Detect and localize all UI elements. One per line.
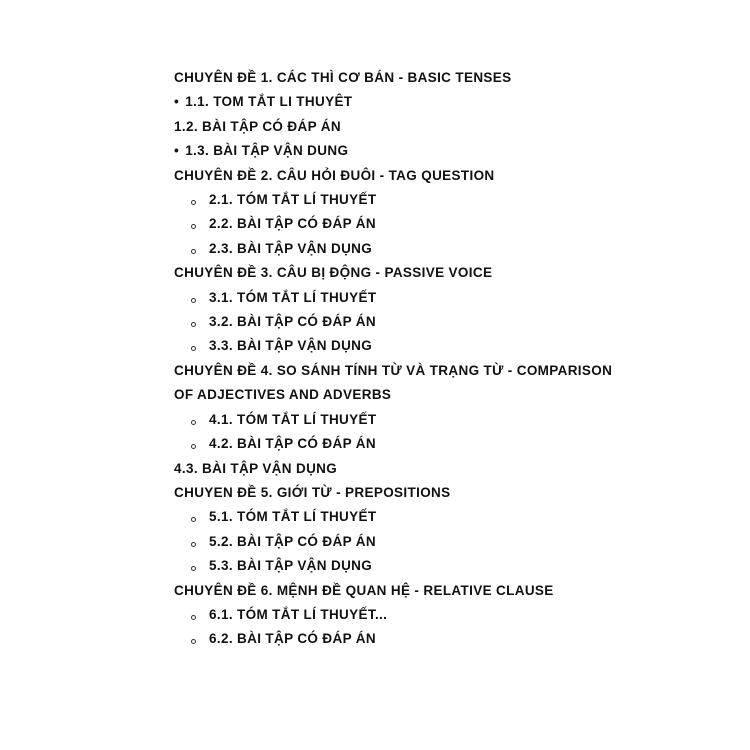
circle-bullet-icon (191, 200, 196, 205)
toc-item-label: 1.3. BÀI TẬP VẬN DUNG (185, 143, 349, 159)
toc-item-4-1 (174, 408, 614, 432)
toc-item-2-2 (174, 212, 614, 236)
circle-bullet-icon (191, 615, 196, 620)
circle-bullet-icon (191, 346, 196, 351)
chapter-5-title: CHUYEN ĐỀ 5. GIỚI TỪ - PREPOSITIONS (174, 484, 451, 500)
toc-item-1-1 (174, 90, 614, 114)
chapter-3-title: CHUYÊN ĐỀ 3. CÂU BỊ ĐỘNG - PASSIVE VOICE (174, 265, 493, 281)
table-of-contents (174, 66, 614, 652)
circle-bullet-icon (191, 224, 196, 229)
toc-item-6-1 (174, 603, 614, 627)
toc-item-label: 2.3. BÀI TẬP VẬN DỤNG (209, 240, 373, 256)
circle-bullet-icon (191, 542, 196, 547)
circle-bullet-icon (191, 444, 196, 449)
toc-item-5-1 (174, 505, 614, 529)
toc-item-3-3 (174, 334, 614, 358)
circle-bullet-icon (191, 298, 196, 303)
chapter-4-title: CHUYÊN ĐỀ 4. SO SÁNH TÍNH TỪ VÀ TRẠNG TỪ - COMPARISON OF ADJECTIVES AND ADVERBS (174, 362, 613, 403)
toc-item-5-3 (174, 554, 614, 578)
toc-item-label: 5.1. TÓM TẮT LÍ THUYẾT (209, 509, 377, 525)
toc-item-5-2 (174, 530, 614, 554)
toc-item-label: 2.1. TÓM TẮT LÍ THUYẾT (209, 192, 377, 208)
toc-item-label: 5.2. BÀI TẬP CÓ ĐÁP ÁN (209, 533, 376, 549)
toc-item-6-2 (174, 627, 614, 651)
toc-item-2-1 (174, 188, 614, 212)
circle-bullet-icon (191, 566, 196, 571)
toc-item-3-1 (174, 286, 614, 310)
toc-item-2-3 (174, 237, 614, 261)
toc-item-1-3 (174, 139, 614, 163)
circle-bullet-icon (191, 249, 196, 254)
toc-item-label: 4.2. BÀI TẬP CÓ ĐÁP ÁN (209, 436, 376, 452)
toc-item-label: 3.1. TÓM TẮT LÍ THUYẾT (209, 289, 377, 305)
toc-item-label: 5.3. BÀI TẬP VẬN DỤNG (209, 558, 373, 574)
toc-item-1-2: 1.2. BÀI TẬP CÓ ĐÁP ÁN (174, 118, 341, 134)
toc-item-3-2 (174, 310, 614, 334)
circle-bullet-icon (191, 517, 196, 522)
circle-bullet-icon (191, 639, 196, 644)
toc-item-4-3: 4.3. BÀI TẬP VẬN DỤNG (174, 460, 338, 476)
toc-item-label: 1.1. TOM TẮT LI THUYÊT (185, 94, 353, 110)
toc-item-label: 6.2. BÀI TẬP CÓ ĐÁP ÁN (209, 631, 376, 647)
toc-item-label: 6.1. TÓM TẮT LÍ THUYẾT... (209, 606, 388, 622)
toc-item-label: 4.1. TÓM TẮT LÍ THUYẾT (209, 411, 377, 427)
toc-item-label: 3.2. BÀI TẬP CÓ ĐÁP ÁN (209, 314, 376, 330)
bullet-icon: • (174, 143, 180, 159)
toc-item-4-2 (174, 432, 614, 456)
chapter-2-title: CHUYÊN ĐỀ 2. CÂU HỎI ĐUÔI - TAG QUESTION (174, 167, 495, 183)
circle-bullet-icon (191, 322, 196, 327)
toc-item-label: 2.2. BÀI TẬP CÓ ĐÁP ÁN (209, 216, 376, 232)
toc-item-label: 3.3. BÀI TẬP VẬN DỤNG (209, 338, 373, 354)
chapter-6-title: CHUYÊN ĐỀ 6. MỆNH ĐỀ QUAN HỆ - RELATIVE CLAUSE (174, 582, 554, 598)
chapter-1-title: CHUYÊN ĐỀ 1. CÁC THÌ CƠ BÁN - BASIC TENSES (174, 70, 512, 85)
bullet-icon: • (174, 94, 180, 110)
circle-bullet-icon (191, 420, 196, 425)
